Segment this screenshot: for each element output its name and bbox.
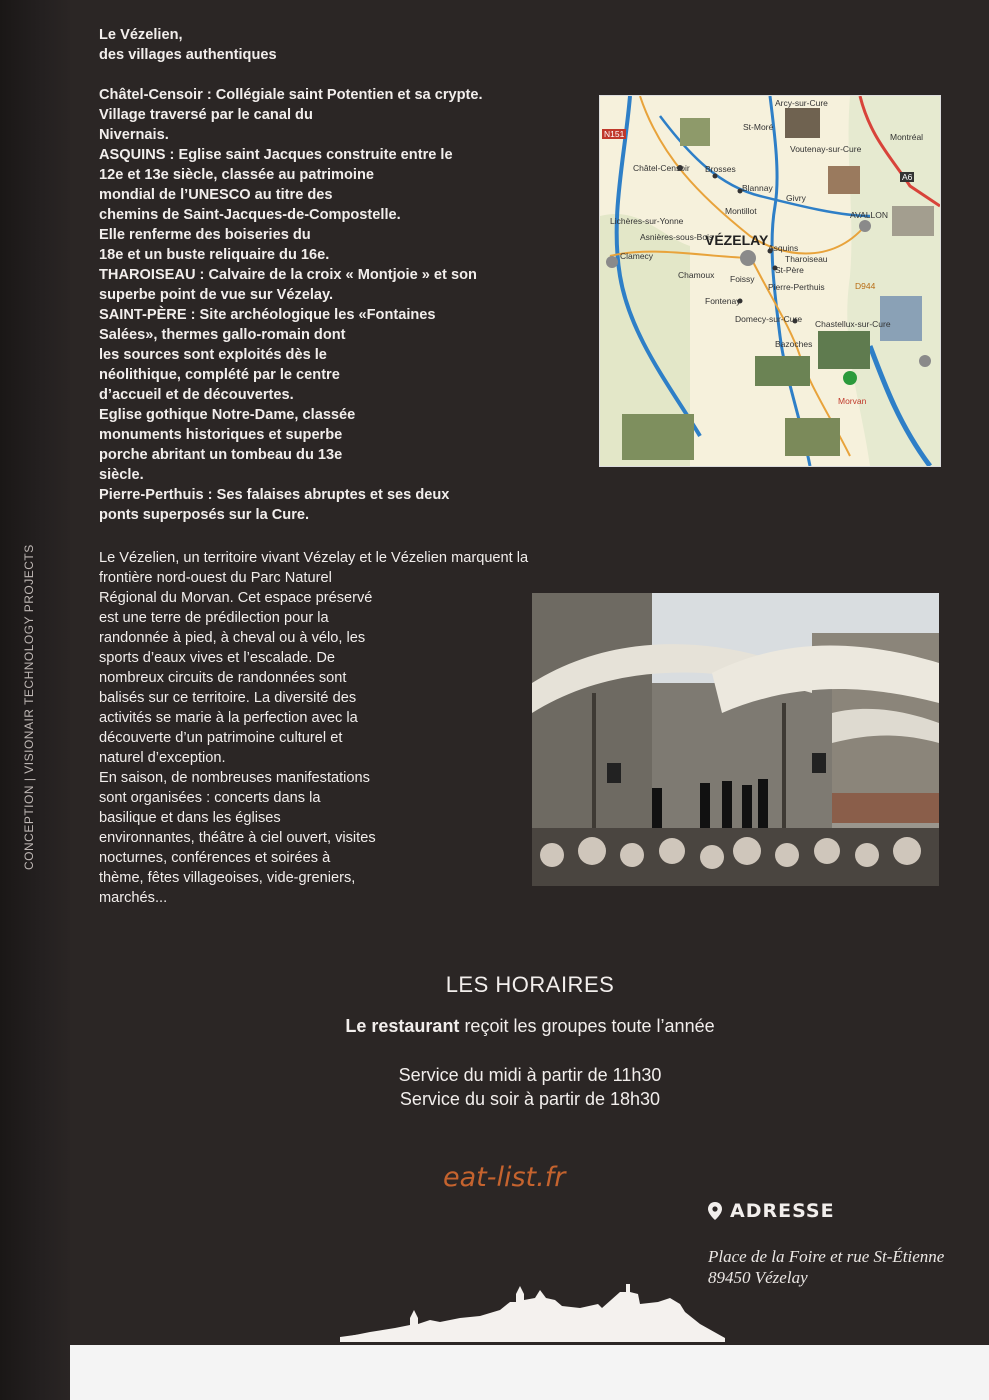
text-line: Châtel-Censoir : Collégiale saint Potentien et sa crypte. [99,87,483,103]
text-line: activités se marie à la perfection avec la [99,710,358,726]
text-line: chemins de Saint-Jacques-de-Compostelle. [99,207,401,223]
address-block [708,1246,944,1288]
text-line: découverte d’un patrimoine culturel et [99,730,343,746]
restaurant-label: Le restaurant [345,1016,460,1036]
text-line: sont organisées : concerts dans la [99,790,321,806]
text-line: balisés sur ce territoire. La diversité des [99,690,357,706]
text-line: porche abritant un tombeau du 13e [99,447,343,463]
text-line: Le Vézelien, un territoire vivant Vézelay et le Vézelien marquent la [99,550,529,566]
villages-body [99,85,483,525]
groups-text: reçoit les groupes toute l’année [459,1016,715,1036]
text-line: Régional du Morvan. Cet espace préservé [99,590,373,606]
watermark-link[interactable]: eat-list.fr [443,1162,566,1193]
text-line: nocturnes, conférences et soirées à [99,850,331,866]
concert-photo [532,593,939,886]
location-pin-icon [708,1202,722,1220]
address-city: 89450 Vézelay [708,1268,808,1287]
text-line: est une terre de prédilection pour la [99,610,329,626]
text-line: naturel d’exception. [99,750,226,766]
text-line: basilique et dans les églises [99,810,281,826]
sidebar-credit: CONCEPTION | VISIONAIR TECHNOLOGY PROJECTS [22,544,36,870]
text-line: 12e et 13e siècle, classée au patrimoine [99,167,375,183]
text-line: En saison, de nombreuses manifestations [99,770,370,786]
villages-title [99,25,483,65]
text-line: les sources sont exploités dès le [99,347,327,363]
concert-image [532,593,939,886]
vezelay-skyline-logo [340,1280,725,1342]
text-line: thème, fêtes villageoises, vide-greniers, [99,870,356,886]
text-line: frontière nord-ouest du Parc Naturel [99,570,332,586]
bottom-band [70,1345,989,1400]
text-line: Salées», thermes gallo-romain dont [99,327,346,343]
text-line: environnantes, théâtre à ciel ouvert, visites [99,830,376,846]
service-midi: Service du midi à partir de 11h30 [398,1065,662,1085]
territory-body [99,548,528,908]
text-line: Village traversé par le canal du [99,107,313,123]
text-line: sports d’eaux vives et l’escalade. De [99,650,336,666]
text-line: ASQUINS : Eglise saint Jacques construite entre le [99,147,453,163]
address-street: Place de la Foire et rue St-Étienne [708,1247,945,1266]
territory-section [99,548,528,908]
text-line: d’accueil et de découvertes. [99,387,294,403]
text-line: Elle renferme des boiseries du [99,227,311,243]
region-map: Arcy-sur-Cure St-Moré Voutenay-sur-Cure Montréal Châtel-Censoir Brosses Blannay Givry Montillot AVALLON Lichères-sur-Yonne Asnières-sous-Bois VÉZELAY Clamecy Asquins Tharoiseau St-Père Chamoux Foissy Pierre-Perthuis Fontenay Domecy-sur-Cure Chastellux-sur-Cure Bazoches Morvan N151 A6 D944 [599,95,941,467]
adresse-heading-text: ADRESSE [730,1200,835,1222]
text-line: monuments historiques et superbe [99,427,343,443]
text-line: 18e et un buste reliquaire du 16e. [99,247,330,263]
map-graphic [600,96,940,466]
horaires-subtitle [0,1016,989,1037]
text-line: siècle. [99,467,144,483]
text-line: des villages authentiques [99,47,277,63]
villages-section [99,25,483,525]
service-soir: Service du soir à partir de 18h30 [399,1089,661,1109]
text-line: SAINT-PÈRE : Site archéologique les «Fontaines [99,307,436,323]
adresse-heading [708,1200,835,1222]
text-line: mondial de l’UNESCO au titre des [99,187,333,203]
text-line: néolithique, complété par le centre [99,367,340,383]
text-line: superbe point de vue sur Vézelay. [99,287,334,303]
left-margin-strip [0,0,70,1400]
text-line: Le Vézelien, [99,27,183,43]
text-line: THAROISEAU : Calvaire de la croix « Montjoie » et son [99,267,477,283]
text-line: Nivernais. [99,127,169,143]
text-line: marchés... [99,890,168,906]
text-line: randonnée à pied, à cheval ou à vélo, les [99,630,366,646]
text-line: ponts superposés sur la Cure. [99,507,310,523]
text-line: Pierre-Perthuis : Ses falaises abruptes et ses deux [99,487,450,503]
text-line: Eglise gothique Notre-Dame, classée [99,407,356,423]
horaires-title: LES HORAIRES [445,972,615,997]
text-line: nombreux circuits de randonnées sont [99,670,347,686]
